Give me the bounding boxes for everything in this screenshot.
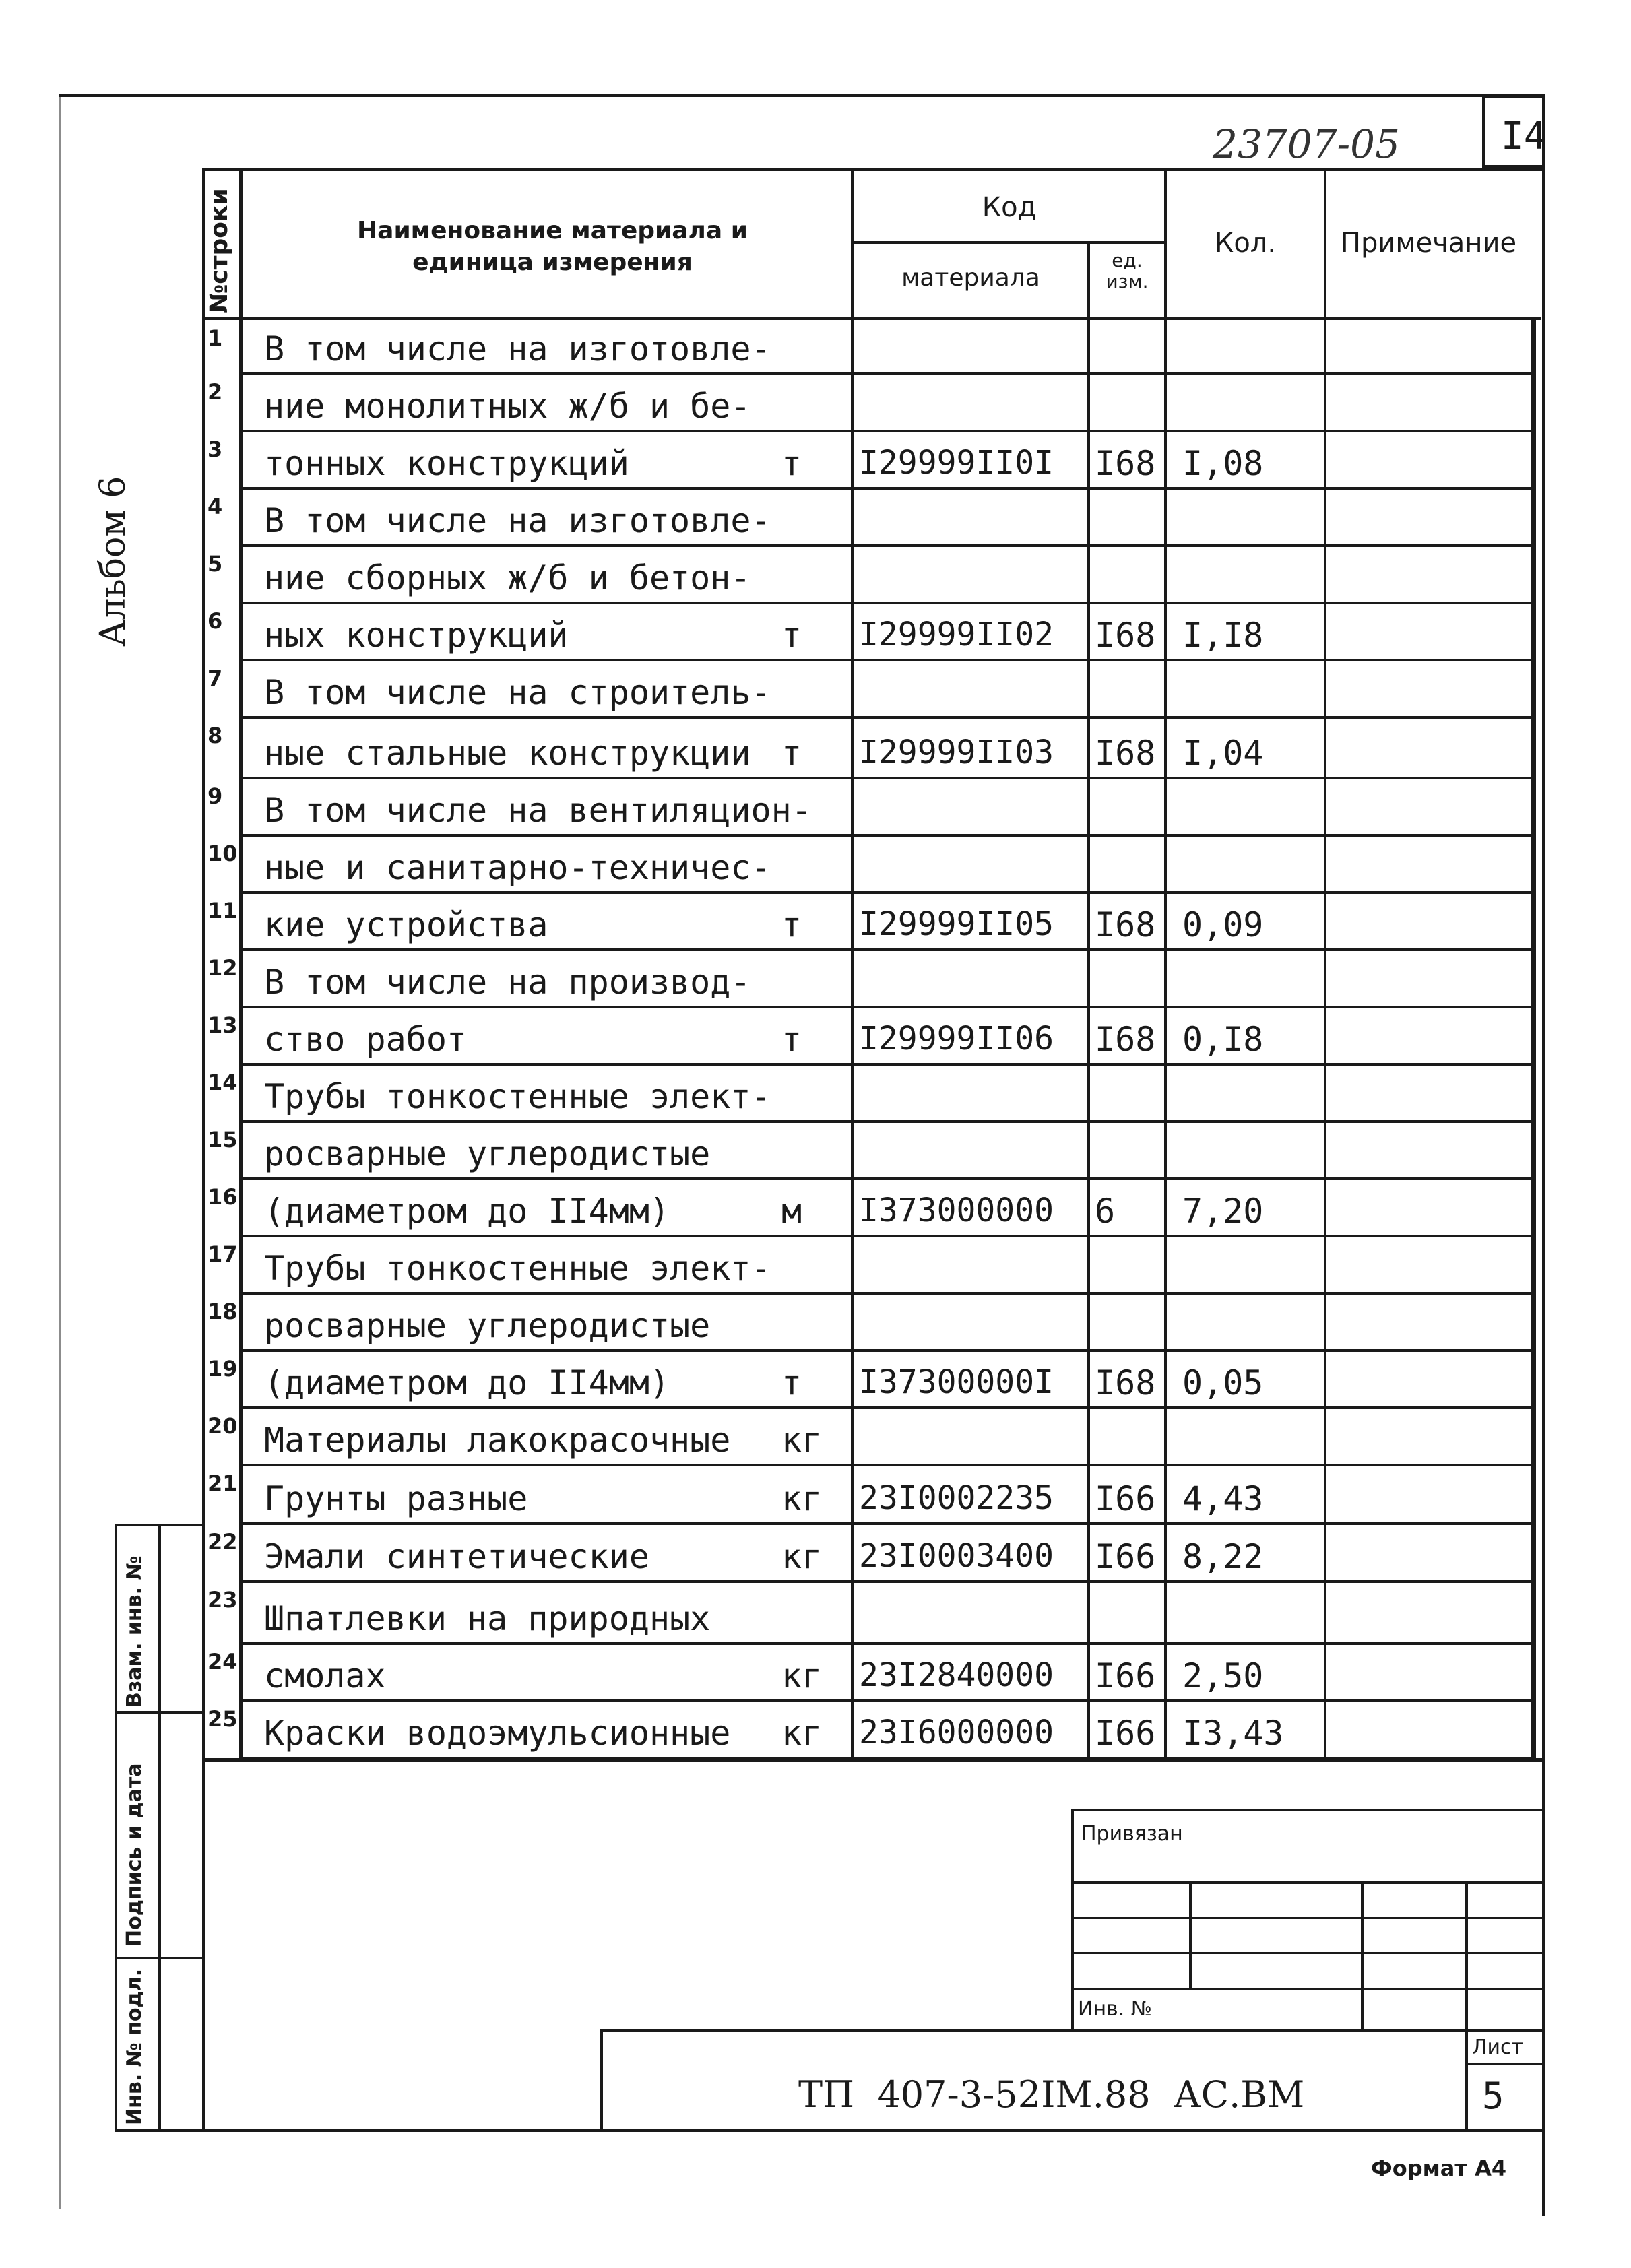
header-code: Код: [982, 192, 1037, 223]
unit-code: I66: [1095, 1479, 1156, 1518]
row-number: 17: [207, 1241, 238, 1267]
row-number: 14: [207, 1070, 238, 1095]
material-unit: кг: [781, 1421, 823, 1460]
row-number: 9: [207, 783, 223, 809]
stamp-sheet-label: Лист: [1472, 2036, 1524, 2059]
material-name: Трубы тонкостенные элект-: [264, 1249, 771, 1288]
material-unit: т: [781, 444, 802, 483]
row-number: 22: [207, 1529, 238, 1555]
material-name: В том числе на изготовле-: [264, 329, 771, 368]
row-number: 23: [207, 1587, 238, 1613]
material-name: В том числе на производ-: [264, 963, 751, 1002]
material-name: тонных конструкций: [264, 444, 629, 483]
row-number: 13: [207, 1012, 238, 1038]
material-unit: кг: [781, 1479, 823, 1518]
unit-code: I68: [1095, 444, 1156, 483]
unit-code: I68: [1095, 1020, 1156, 1059]
material-name: Шпатлевки на природных: [264, 1599, 711, 1638]
material-name: В том числе на изготовле-: [264, 501, 771, 540]
material-code: I37300000I: [859, 1363, 1054, 1401]
row-number: 15: [207, 1127, 238, 1153]
header-note: Примечание: [1340, 228, 1517, 259]
side-inv-podl: Инв. № подл.: [123, 1968, 146, 2125]
sheet-corner-number: I4: [1501, 115, 1547, 158]
material-unit: кг: [781, 1537, 823, 1576]
material-name: Материалы лакокрасочные: [264, 1421, 731, 1460]
material-name: росварные углеродистые: [264, 1306, 711, 1345]
unit-code: I68: [1095, 734, 1156, 773]
row-number: 10: [207, 841, 238, 866]
stamp-doc-code: ТП 407-3-52IМ.88 АС.ВМ: [798, 2073, 1305, 2116]
header-name-line1: Наименование материала и: [357, 217, 748, 245]
material-name: (диаметром до II4мм): [264, 1363, 670, 1402]
quantity: 4,43: [1182, 1479, 1264, 1518]
row-number: 1: [207, 325, 223, 351]
unit-code: I66: [1095, 1656, 1156, 1695]
unit-code: I68: [1095, 1363, 1156, 1402]
row-number: 21: [207, 1470, 238, 1496]
header-code-unit-line2: изм.: [1106, 269, 1149, 292]
material-name: Трубы тонкостенные элект-: [264, 1077, 771, 1116]
material-code: 23I6000000: [859, 1714, 1054, 1751]
quantity: I3,43: [1182, 1714, 1284, 1753]
quantity: 0,09: [1182, 905, 1264, 944]
quantity: 2,50: [1182, 1656, 1264, 1695]
header-code-unit-line1: ед.: [1112, 249, 1143, 271]
material-code: I29999II02: [859, 616, 1054, 653]
row-number: 4: [207, 494, 223, 519]
row-number: 6: [207, 608, 223, 634]
material-name: росварные углеродистые: [264, 1134, 711, 1173]
material-name: ние сборных ж/б и бетон-: [264, 558, 751, 597]
unit-code: I66: [1095, 1714, 1156, 1753]
unit-code: I68: [1095, 905, 1156, 944]
row-number: 11: [207, 898, 238, 924]
material-unit: т: [781, 1020, 802, 1059]
album-label: Альбом 6: [93, 476, 133, 647]
material-name: ние монолитных ж/б и бе-: [264, 387, 751, 426]
material-code: I29999II0I: [859, 444, 1054, 482]
row-number: 3: [207, 436, 223, 462]
material-unit: т: [781, 734, 802, 773]
header-qty: Кол.: [1214, 228, 1277, 259]
row-number: 18: [207, 1299, 238, 1324]
header-code-unit: [1090, 251, 1164, 292]
row-number: 5: [207, 551, 223, 577]
material-name: В том числе на строитель-: [264, 673, 771, 712]
row-number: 20: [207, 1413, 238, 1439]
material-code: 23I0002235: [859, 1479, 1054, 1517]
material-name: Грунты разные: [264, 1479, 528, 1518]
quantity: 0,05: [1182, 1363, 1264, 1402]
header-code-material: материала: [901, 264, 1040, 292]
quantity: 7,20: [1182, 1192, 1264, 1231]
material-code: I29999II05: [859, 905, 1054, 943]
side-podpis-data: Подпись и дата: [123, 1763, 146, 1947]
material-unit: т: [781, 1363, 802, 1402]
material-name: В том числе на вентиляцион-: [264, 791, 812, 830]
header-name: [256, 216, 849, 279]
unit-code: I66: [1095, 1537, 1156, 1576]
quantity: 8,22: [1182, 1537, 1264, 1576]
stamp-privyazan: Привязан: [1081, 1822, 1183, 1846]
quantity: I,08: [1182, 444, 1264, 483]
row-number: 25: [207, 1706, 238, 1732]
stamp-inv-no: Инв. №: [1078, 1997, 1153, 2021]
handwritten-number: 23707-05: [1213, 121, 1400, 167]
row-number: 2: [207, 379, 223, 405]
material-code: I373000000: [859, 1192, 1054, 1229]
material-name: Эмали синтетические: [264, 1537, 649, 1576]
quantity: 0,I8: [1182, 1020, 1264, 1059]
quantity: I,I8: [1182, 616, 1264, 655]
material-name: ство работ: [264, 1020, 468, 1059]
header-row-no: №строки: [205, 188, 233, 313]
row-number: 12: [207, 955, 238, 981]
material-name: (диаметром до II4мм): [264, 1192, 670, 1231]
format-label: Формат А4: [1371, 2156, 1507, 2181]
material-unit: кг: [781, 1714, 823, 1753]
material-code: 23I2840000: [859, 1656, 1054, 1694]
material-name: ных конструкций: [264, 616, 569, 655]
header-name-line2: единица измерения: [412, 248, 693, 276]
quantity: I,04: [1182, 734, 1264, 773]
material-unit: м: [781, 1192, 802, 1231]
material-name: Краски водоэмульсионные: [264, 1714, 731, 1753]
material-code: 23I0003400: [859, 1537, 1054, 1575]
row-number: 16: [207, 1184, 238, 1210]
material-unit: т: [781, 616, 802, 655]
unit-code: I68: [1095, 616, 1156, 655]
material-name: ные и санитарно-техничес-: [264, 848, 771, 887]
material-code: I29999II06: [859, 1020, 1054, 1058]
material-name: ные стальные конструкции: [264, 734, 751, 773]
material-name: смолах: [264, 1656, 386, 1695]
material-unit: кг: [781, 1656, 823, 1695]
row-number: 24: [207, 1649, 238, 1675]
unit-code: 6: [1095, 1192, 1116, 1231]
row-number: 19: [207, 1356, 238, 1382]
material-unit: т: [781, 905, 802, 944]
material-name: кие устройства: [264, 905, 548, 944]
row-number: 7: [207, 666, 223, 691]
side-vzam-inv: Взам. инв. №: [123, 1555, 146, 1708]
material-code: I29999II03: [859, 734, 1054, 771]
stamp-sheet-value: 5: [1482, 2075, 1504, 2117]
row-number: 8: [207, 723, 223, 748]
